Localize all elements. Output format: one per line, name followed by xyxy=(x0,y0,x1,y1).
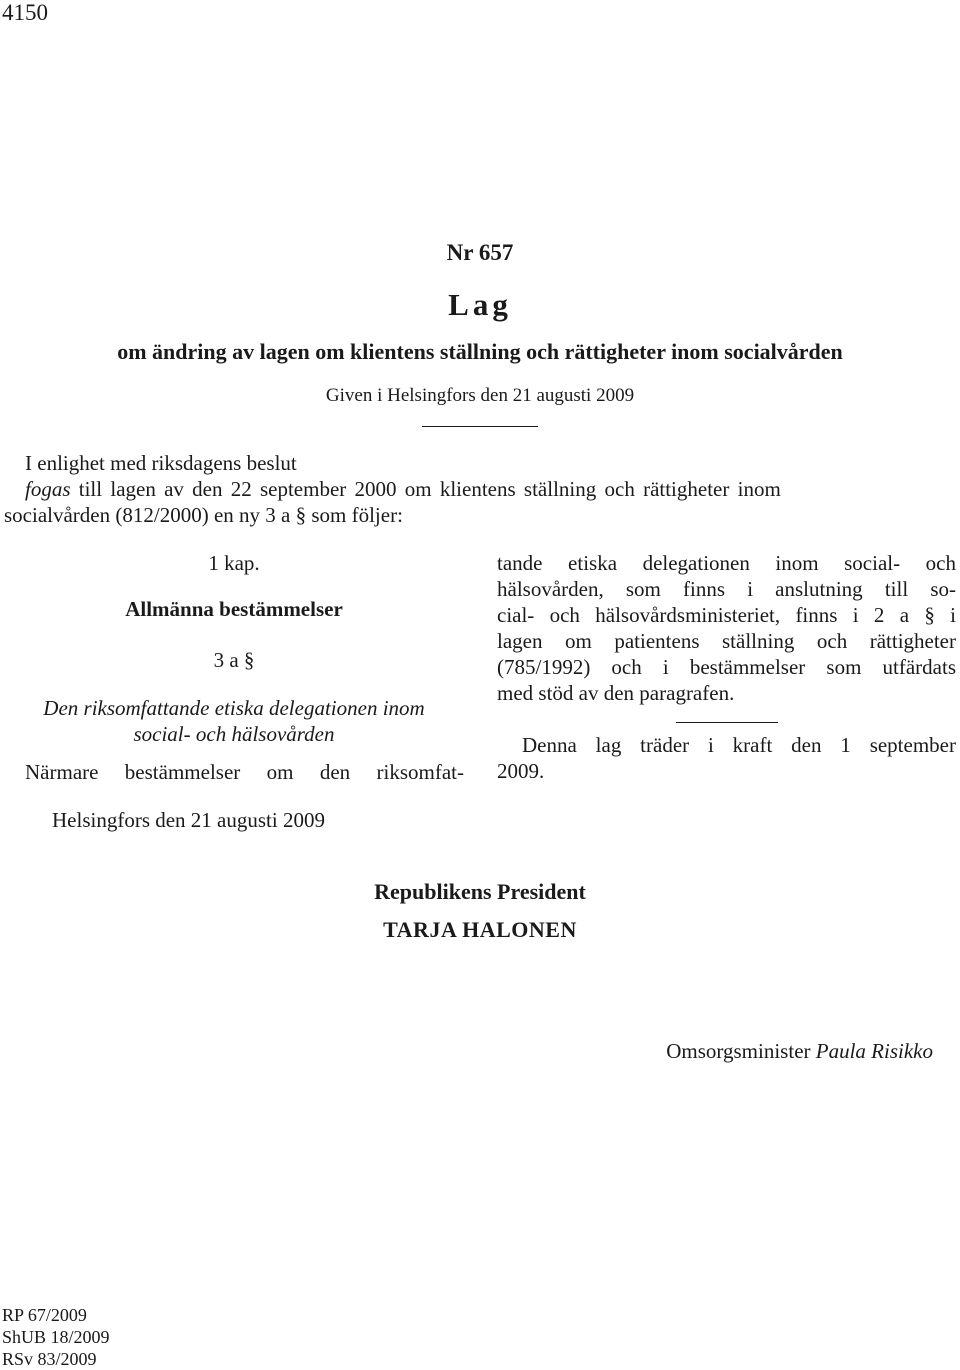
preamble-line-3: socialvården (812/2000) en ny 3 a § som följer: xyxy=(4,503,403,527)
document-title: Lag xyxy=(448,287,512,322)
page-number: 4150 xyxy=(2,0,48,25)
right-text-line-5: (785/1992) och i bestämmelser som utfärdats xyxy=(497,655,956,679)
right-text-line-3: cial- och hälsovårdsministeriet, finns i 2 a § i xyxy=(497,603,956,627)
left-text-line-1: Närmare bestämmelser om den riksomfat- xyxy=(25,760,464,784)
chapter-number: 1 kap. xyxy=(208,551,260,575)
chapter-heading: Allmänna bestämmelser xyxy=(125,597,343,621)
document-subtitle: om ändring av lagen om klientens ställning och rättigheter inom socialvården xyxy=(117,339,843,364)
minister-title: Omsorgsminister xyxy=(666,1039,811,1063)
president-name: TARJA HALONEN xyxy=(383,917,577,942)
statute-number: Nr 657 xyxy=(446,240,514,265)
section-title-line-2: social- och hälsovården xyxy=(133,722,335,746)
column-divider-rule xyxy=(676,722,778,723)
reference-rp: RP 67/2009 xyxy=(2,1305,87,1325)
entry-into-force-line-1: Denna lag träder i kraft den 1 september xyxy=(522,733,956,757)
right-text-last-line: med stöd av den paragrafen. xyxy=(497,681,735,705)
minister-name: Paula Risikko xyxy=(815,1039,933,1063)
section-title-line-1: Den riksomfattande etiska delegationen inom xyxy=(43,696,425,720)
president-title: Republikens President xyxy=(374,879,586,904)
reference-rsv: RSv 83/2009 xyxy=(2,1349,97,1369)
preamble-fogas: fogas xyxy=(25,477,71,501)
preamble-line-2-text: till lagen av den 22 september 2000 om klientens ställning och rättigheter inom xyxy=(70,477,781,501)
given-date: Given i Helsingfors den 21 augusti 2009 xyxy=(325,385,635,406)
preamble-line-2 xyxy=(25,477,957,502)
divider-rule xyxy=(422,426,538,427)
right-text-line-2: hälsovården, som finns i anslutning till so- xyxy=(497,577,956,601)
right-text-line-4: lagen om patientens ställning och rättigheter xyxy=(497,629,956,653)
section-number: 3 a § xyxy=(213,648,255,672)
signature-place-date: Helsingfors den 21 augusti 2009 xyxy=(52,808,325,832)
entry-into-force-line-2: 2009. xyxy=(497,759,545,783)
reference-shub: ShUB 18/2009 xyxy=(2,1327,110,1347)
minister-signature xyxy=(666,1039,933,1064)
preamble-line-1: I enlighet med riksdagens beslut xyxy=(25,451,297,475)
right-text-line-1: tande etiska delegationen inom social- och xyxy=(497,551,956,575)
